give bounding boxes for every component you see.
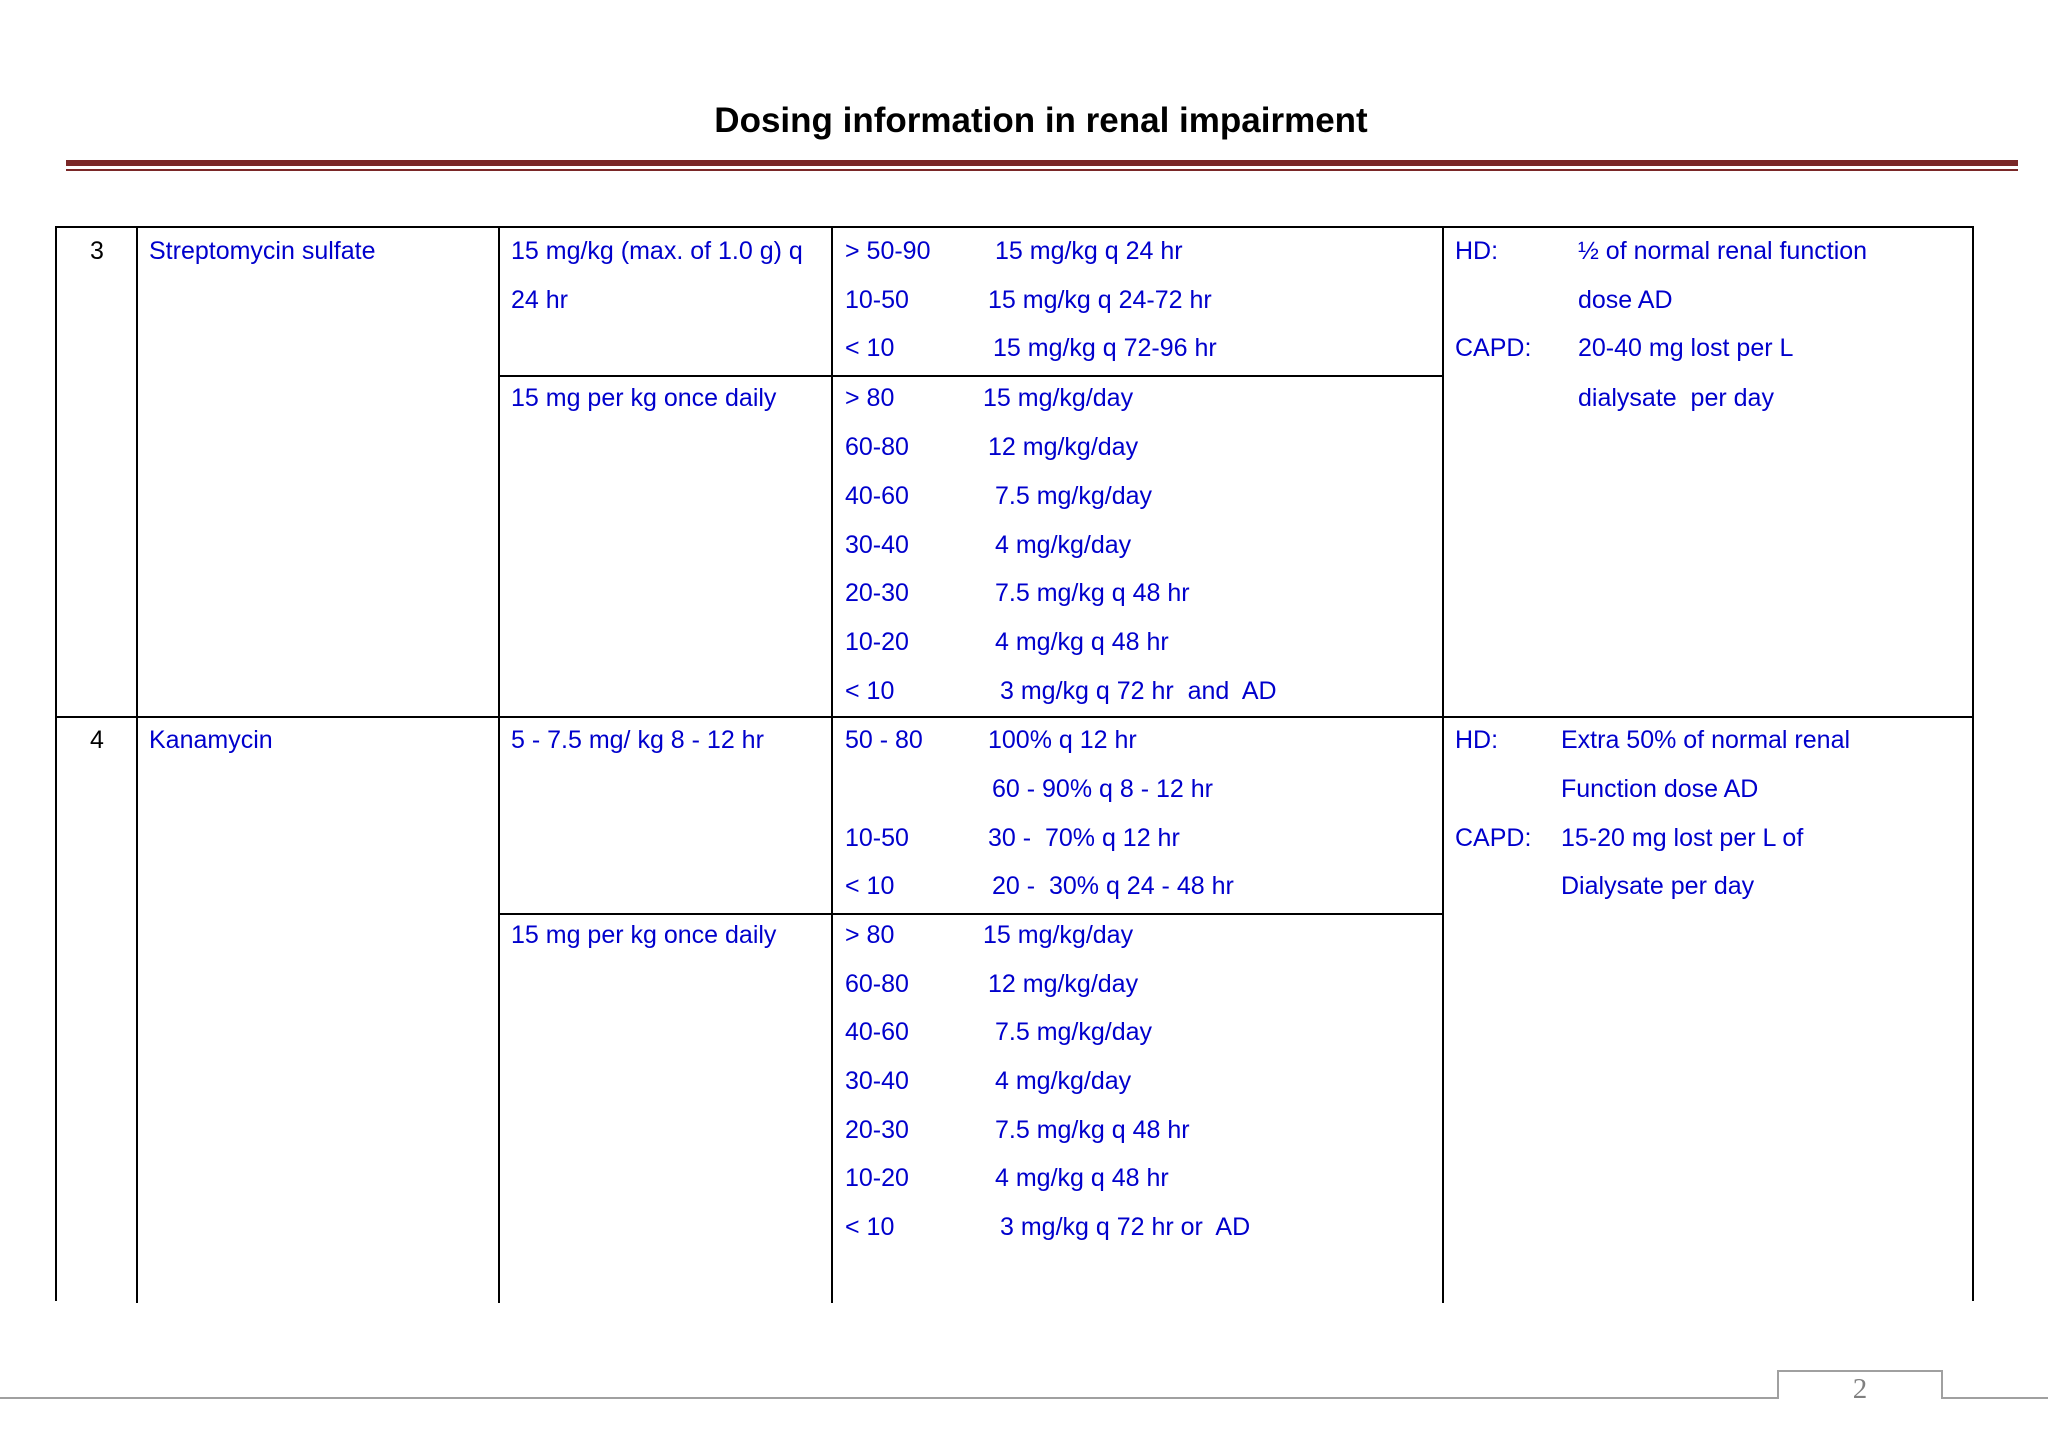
col-divider [136, 228, 138, 1303]
crcl-range: 40-60 [845, 482, 909, 510]
row-number: 3 [90, 237, 104, 265]
crcl-range: 30-40 [845, 1067, 909, 1095]
adjusted-dose: 15 mg/kg q 72-96 hr [993, 334, 1217, 362]
adjusted-dose: 7.5 mg/kg q 48 hr [995, 579, 1190, 607]
dialysis-note: 15-20 mg lost per L of [1561, 824, 1804, 852]
normal-dose: 15 mg/kg (max. of 1.0 g) q [511, 237, 803, 265]
dialysis-note: ½ of normal renal function [1578, 237, 1868, 265]
crcl-range: < 10 [845, 1213, 895, 1241]
adjusted-dose: 30 - 70% q 12 hr [988, 824, 1180, 852]
dialysis-label: CAPD: [1455, 824, 1532, 852]
crcl-range: 10-20 [845, 1164, 909, 1192]
adjusted-dose: 12 mg/kg/day [988, 433, 1139, 461]
crcl-range: 60-80 [845, 970, 909, 998]
dialysis-note: Function dose AD [1561, 775, 1759, 803]
dialysis-note: Extra 50% of normal renal [1561, 726, 1851, 754]
crcl-range: 10-50 [845, 286, 909, 314]
normal-dose: 15 mg per kg once daily [511, 384, 777, 412]
crcl-range: 50 - 80 [845, 726, 923, 754]
adjusted-dose: 7.5 mg/kg/day [995, 1018, 1153, 1046]
dialysis-note: 20-40 mg lost per L [1578, 334, 1794, 362]
header-rule-thick [66, 160, 2018, 166]
normal-dose: 24 hr [511, 286, 568, 314]
drug-name: Streptomycin sulfate [149, 237, 376, 265]
page-title: Dosing information in renal impairment [714, 101, 1368, 140]
header-rule-thin [66, 169, 2018, 171]
col-divider [498, 228, 500, 1303]
crcl-range: 10-50 [845, 824, 909, 852]
adjusted-dose: 15 mg/kg/day [983, 384, 1134, 412]
adjusted-dose: 15 mg/kg q 24 hr [995, 237, 1183, 265]
dialysis-label: HD: [1455, 726, 1499, 754]
crcl-range: 30-40 [845, 531, 909, 559]
crcl-range: 20-30 [845, 579, 909, 607]
normal-dose: 15 mg per kg once daily [511, 921, 777, 949]
dialysis-note: dose AD [1578, 286, 1673, 314]
row-divider [57, 716, 1974, 718]
footer-rule [0, 1397, 1779, 1399]
adjusted-dose: 4 mg/kg/day [995, 531, 1132, 559]
adjusted-dose: 100% q 12 hr [988, 726, 1137, 754]
crcl-range: 60-80 [845, 433, 909, 461]
dosing-table [55, 226, 1974, 1301]
crcl-range: > 80 [845, 384, 895, 412]
adjusted-dose: 3 mg/kg q 72 hr or AD [1000, 1213, 1251, 1241]
adjusted-dose: 15 mg/kg/day [983, 921, 1134, 949]
adjusted-dose: 4 mg/kg/day [995, 1067, 1132, 1095]
dialysis-note: Dialysate per day [1561, 872, 1755, 900]
dialysis-label: HD: [1455, 237, 1499, 265]
crcl-range: 20-30 [845, 1116, 909, 1144]
crcl-range: < 10 [845, 334, 895, 362]
regimen-divider [498, 913, 1444, 915]
crcl-range: < 10 [845, 677, 895, 705]
adjusted-dose: 3 mg/kg q 72 hr and AD [1000, 677, 1277, 705]
crcl-range: 40-60 [845, 1018, 909, 1046]
crcl-range: > 80 [845, 921, 895, 949]
crcl-range: 10-20 [845, 628, 909, 656]
adjusted-dose: 12 mg/kg/day [988, 970, 1139, 998]
adjusted-dose: 20 - 30% q 24 - 48 hr [992, 872, 1234, 900]
adjusted-dose: 4 mg/kg q 48 hr [995, 628, 1169, 656]
footer-rule [1941, 1397, 2048, 1399]
adjusted-dose: 7.5 mg/kg q 48 hr [995, 1116, 1190, 1144]
col-divider [1442, 228, 1444, 1303]
normal-dose: 5 - 7.5 mg/ kg 8 - 12 hr [511, 726, 764, 754]
dialysis-label: CAPD: [1455, 334, 1532, 362]
adjusted-dose: 4 mg/kg q 48 hr [995, 1164, 1169, 1192]
row-number: 4 [90, 726, 104, 754]
page-number: 2 [1852, 1373, 1868, 1405]
col-divider [831, 228, 833, 1303]
crcl-range: < 10 [845, 872, 895, 900]
crcl-range: > 50-90 [845, 237, 931, 265]
regimen-divider [498, 375, 1444, 377]
dialysis-note: dialysate per day [1578, 384, 1774, 412]
adjusted-dose: 60 - 90% q 8 - 12 hr [992, 775, 1213, 803]
adjusted-dose: 15 mg/kg q 24-72 hr [988, 286, 1212, 314]
adjusted-dose: 7.5 mg/kg/day [995, 482, 1153, 510]
drug-name: Kanamycin [149, 726, 273, 754]
